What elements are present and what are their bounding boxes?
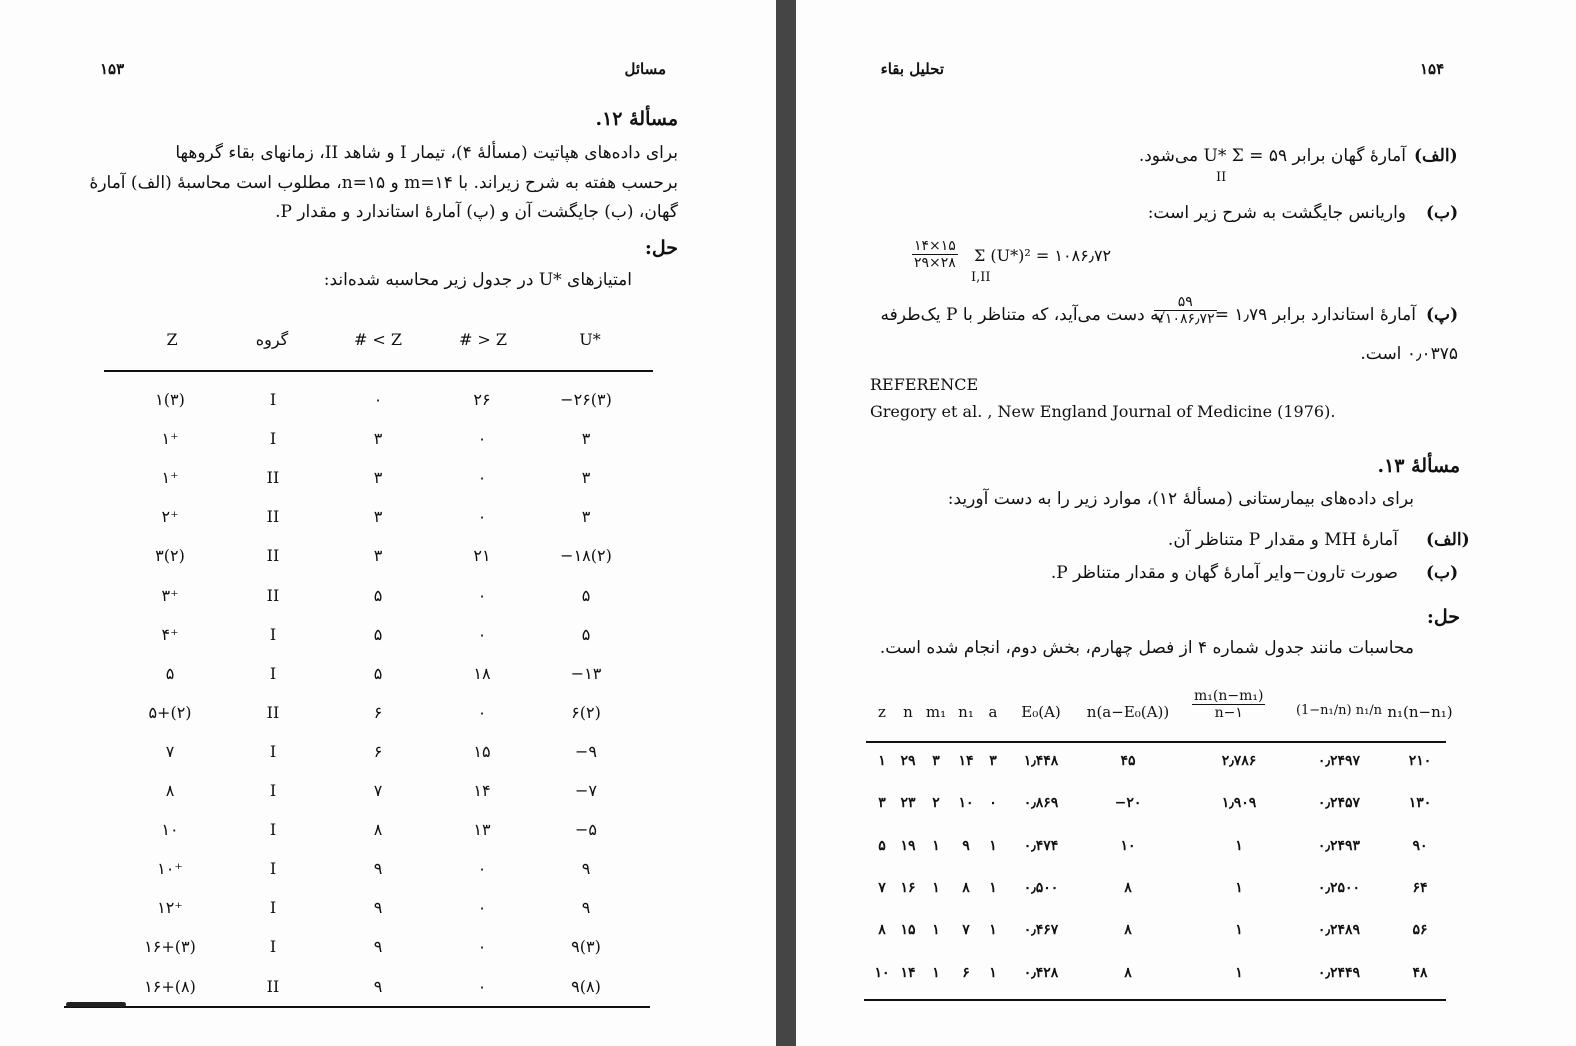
table-cell: ۰ [477,937,487,956]
table-cell: ۵ [581,586,591,605]
table-cell: ۸ [962,880,970,896]
problem-text: برای داده‌های بیمارستانی (مسألهٔ ۱۲)، موارد زیر را به دست آورید: [947,489,1414,509]
table-caption: امتیازهای *U در جدول زیر محاسبه شده‌اند: [323,270,632,290]
running-head: مسائل [624,60,666,78]
variance-expression: Σ (U*)² = ۱۰۸۶٫۷۲ [974,246,1112,265]
running-head: تحلیل بقاء [880,60,944,78]
table-cell: ۱۴ [473,781,491,800]
table-cell: ۱ [932,922,940,938]
table-cell: ۳ [989,753,997,769]
table-cell: ۳(۲) [155,546,185,565]
table-cell: ۹(۳) [571,937,601,956]
table-cell: ۱ [989,880,997,896]
table-cell: I [269,742,277,761]
table-cell: I [269,937,277,956]
item-b-text: واریانس جایگشت به شرح زیر است: [1147,203,1406,223]
table-cell: II [266,507,280,526]
table-cell: I [269,390,277,409]
table-cell: ۱۴ [900,965,916,981]
table-cell: ۰٫۴۷۴ [1023,838,1059,854]
table-cell: ۹ [373,859,383,878]
table-cell: ۱ [989,965,997,981]
table-cell: ۸ [878,922,886,938]
table-cell: ۷ [962,922,970,938]
item-c-text: آمارهٔ استاندارد برابر ۱٫۷۹ = [1214,305,1416,325]
table-cell: ۰٫۸۶۹ [1023,795,1059,811]
item-c-text: به دست می‌آید، که متناظر با P یک‌طرفه [880,305,1164,325]
table-cell: I [269,820,277,839]
column-header: z [878,703,886,721]
table-cell: ۵ [165,664,175,683]
table-cell: ۹ [373,977,383,996]
table-cell: ۱۸ [473,664,491,683]
reference-text: Gregory et al. , New England Journal of Medicine (1976). [870,402,1336,421]
fraction-denominator: n−۱ [1214,705,1243,721]
table-cell: ۱۰⁺ [157,859,183,878]
table-cell: ۰ [477,429,487,448]
table-cell: ۰٫۲۴۹۷ [1317,753,1361,769]
table-cell: ۱۲⁺ [157,898,183,917]
table-cell: ۲۱ [473,546,491,565]
table-cell: ۸ [1124,965,1132,981]
table-cell: −۱۸(۲) [560,546,612,565]
table-cell: ۱۰ [874,965,890,981]
table-cell: −۹ [575,742,597,761]
table-cell: ۹ [373,898,383,917]
table-top-rule [866,741,1446,743]
right-page [796,0,1576,1046]
table-cell: ۰٫۲۴۸۹ [1317,922,1361,938]
part-a-text: آمارهٔ MH و مقدار P متناظر آن. [1167,530,1398,550]
table-cell: ۱٫۴۴۸ [1023,753,1059,769]
column-header: U* [579,330,601,349]
table-cell: ۴⁺ [161,625,179,644]
table-cell: ۹ [581,859,591,878]
table-cell: ۳ [932,753,940,769]
part-label: (ب) [1426,563,1459,583]
table-cell: ۳ [373,468,383,487]
table-cell: ۱۹ [900,838,916,854]
table-cell: ۱ [1235,922,1243,938]
fraction-denominator: ۲۹×۲۸ [914,255,956,271]
column-header: n₁(n−n₁) [1387,703,1453,721]
table-cell: ۷ [373,781,383,800]
fraction-numerator: ۵۹ [1154,294,1217,311]
table-cell: I [269,429,277,448]
table-cell: I [269,898,277,917]
item-c-line2: ۰٫۰۳۷۵ است. [1360,344,1458,364]
table-cell: ۶(۲) [571,703,601,722]
item-label: (پ) [1426,305,1459,325]
table-cell: ۵+(۲) [148,703,192,722]
table-cell: ۳ [878,795,886,811]
column-header: n(a−E₀(A)) [1086,703,1170,721]
table-cell: ۰٫۴۶۷ [1023,922,1059,938]
paragraph-line: برای داده‌های هپاتیت (مسألهٔ ۴)، تیمار I و شاهد II، زمانهای بقاء گروهها [175,143,678,163]
column-header-fraction [1192,688,1265,721]
table-cell: ۵ [373,625,383,644]
left-page [0,0,776,1046]
solution-label: حل: [1426,606,1460,628]
reference-heading: REFERENCE [870,375,979,394]
table-cell: ۱۰ [161,820,179,839]
table-cell: ۲۱۰ [1408,753,1432,769]
table-cell: ۹ [581,898,591,917]
table-cell: ۱ [989,838,997,854]
item-label: (ب) [1426,203,1459,223]
table-cell: ۰٫۴۲۸ [1023,965,1059,981]
column-header: (1−n₁/n) n₁/n [1295,703,1383,718]
table-cell: I [269,781,277,800]
table-cell: ۹ [373,937,383,956]
table-cell: II [266,546,280,565]
table-cell: ۰ [477,977,487,996]
table-cell: ۱ [989,922,997,938]
sum-subscript: II [1216,170,1227,185]
table-cell: ۱ [878,753,886,769]
table-cell: ۰ [477,507,487,526]
table-cell: ۳ [373,507,383,526]
table-cell: ۰ [477,703,487,722]
table-cell: −۲۰ [1114,795,1142,811]
column-header: گروه [255,330,289,349]
table-cell: I [269,859,277,878]
column-header: n [903,703,913,721]
column-header: m₁ [925,703,947,721]
table-cell: ۰ [477,898,487,917]
table-cell: ۳ [581,429,591,448]
table-cell: ۷ [165,742,175,761]
item-label: (الف) [1414,146,1458,166]
table-cell: ۱(۳) [155,390,185,409]
table-cell: II [266,586,280,605]
table-bottom-rule [864,999,1446,1001]
table-cell: −۱۳ [570,664,602,683]
column-header: a [988,703,998,721]
table-cell: ۲⁺ [161,507,179,526]
table-cell: ۵ [373,664,383,683]
table-cell: ۲ [932,795,940,811]
table-cell: ۲۹ [900,753,916,769]
table-cell: ۱⁺ [161,429,179,448]
table-cell: ۶ [373,742,383,761]
table-cell: ۱۳۰ [1408,795,1432,811]
table-cell: ۶ [962,965,970,981]
solution-label: حل: [644,237,678,259]
table-cell: ۳ [373,546,383,565]
table-bottom-rule [64,1006,650,1008]
table-cell: ۲۶ [473,390,491,409]
table-cell: II [266,468,280,487]
table-cell: ۱۰ [958,795,974,811]
table-cell: ۹۰ [1412,838,1428,854]
table-cell: ۴۵ [1120,753,1136,769]
table-cell: ۸ [373,820,383,839]
table-cell: ۱ [932,965,940,981]
table-cell: ۳ [581,468,591,487]
book-gutter [776,0,796,1046]
table-cell: ۰٫۵۰۰ [1023,880,1059,896]
table-cell: ۲٫۷۸۶ [1221,753,1257,769]
table-cell: ۰٫۲۴۵۷ [1317,795,1361,811]
column-header: # > Z [458,330,508,349]
table-cell: ۱۰ [1120,838,1136,854]
table-cell: ۸ [165,781,175,800]
table-cell: ۱۵ [900,922,916,938]
table-cell: ۳⁺ [161,586,179,605]
table-cell: ۰٫۲۵۰۰ [1317,880,1361,896]
paragraph-line: گهان، (ب) جایگشت آن و (پ) آمارهٔ استاندارد و مقدار P. [275,202,678,222]
column-header: Z [166,330,178,349]
table-cell: ۷ [878,880,886,896]
table-cell: ۱ [932,838,940,854]
table-cell: ۰ [989,795,997,811]
table-cell: ۵ [878,838,886,854]
table-cell: ۸ [1124,922,1132,938]
table-cell: ۱ [1235,838,1243,854]
table-cell: ۲۳ [900,795,916,811]
table-cell: ۰٫۲۴۴۹ [1317,965,1361,981]
fraction-denominator: √۱۰۸۶٫۷۲ [1156,311,1215,327]
problem-title: مسألهٔ ۱۳. [1377,455,1460,477]
table-cell: ۱۶ [900,880,916,896]
table-cell: I [269,664,277,683]
table-cell: ۱ [1235,880,1243,896]
table-cell: ۱۶+(۳) [144,937,196,956]
table-cell: ۱۶+(۸) [144,977,196,996]
table-cell: −۷ [575,781,597,800]
table-cell: ۵ [373,586,383,605]
table-cell: ۵ [581,625,591,644]
sum-subscript: I,II [971,270,991,285]
page-number: ۱۵۳ [100,60,125,78]
table-cell: I [269,625,277,644]
scan-smudge [66,1002,126,1007]
table-cell: ۱۵ [473,742,491,761]
table-cell: II [266,977,280,996]
fraction-numerator: ۱۴×۱۵ [914,238,956,254]
table-cell: ۶ [373,703,383,722]
page-number: ۱۵۴ [1420,60,1445,78]
table-cell: ۳ [373,429,383,448]
table-cell: ۰٫۲۴۹۳ [1317,838,1361,854]
table-cell: ۰ [477,859,487,878]
table-cell: II [266,703,280,722]
table-cell: ۱ [932,880,940,896]
table-cell: ۴۸ [1412,965,1428,981]
table-cell: ۱⁺ [161,468,179,487]
solution-text: محاسبات مانند جدول شماره ۴ از فصل چهارم، بخش دوم، انجام شده است. [879,638,1414,658]
table-cell: −۲۶(۳) [560,390,612,409]
table-cell: ۰ [477,625,487,644]
table-cell: ۰ [477,468,487,487]
paragraph-line: برحسب هفته به شرح زیراند. با ۱۴=m و ۱۵=n، مطلوب است محاسبهٔ (الف) آمارهٔ [89,173,678,193]
item-a-text: آمارهٔ گهان برابر ۵۹ = U* Σ می‌شود. [1138,146,1406,166]
table-cell: ۰ [373,390,383,409]
table-cell: ۰ [477,586,487,605]
table-cell: ۹(۸) [571,977,601,996]
problem-title: مسألهٔ ۱۲. [595,108,678,130]
table-top-rule [104,370,653,372]
column-header: n₁ [958,703,974,721]
table-cell: ۱۴ [958,753,974,769]
fraction-numerator: m₁(n−m₁) [1194,688,1264,704]
table-cell: ۳ [581,507,591,526]
table-cell: ۶۴ [1412,880,1428,896]
table-cell: ۵۶ [1412,922,1428,938]
column-header: E₀(A) [1021,703,1061,721]
table-cell: ۹ [962,838,970,854]
table-cell: −۵ [575,820,597,839]
column-header: # < Z [353,330,403,349]
table-cell: ۱ [1235,965,1243,981]
variance-fraction [912,238,958,271]
table-cell: ۱٫۹۰۹ [1221,795,1257,811]
part-b-text: صورت تارون−وایر آمارهٔ گهان و مقدار متناظر P. [1050,563,1398,583]
table-cell: ۸ [1124,880,1132,896]
part-label: (الف) [1426,530,1470,550]
table-cell: ۱۳ [473,820,491,839]
